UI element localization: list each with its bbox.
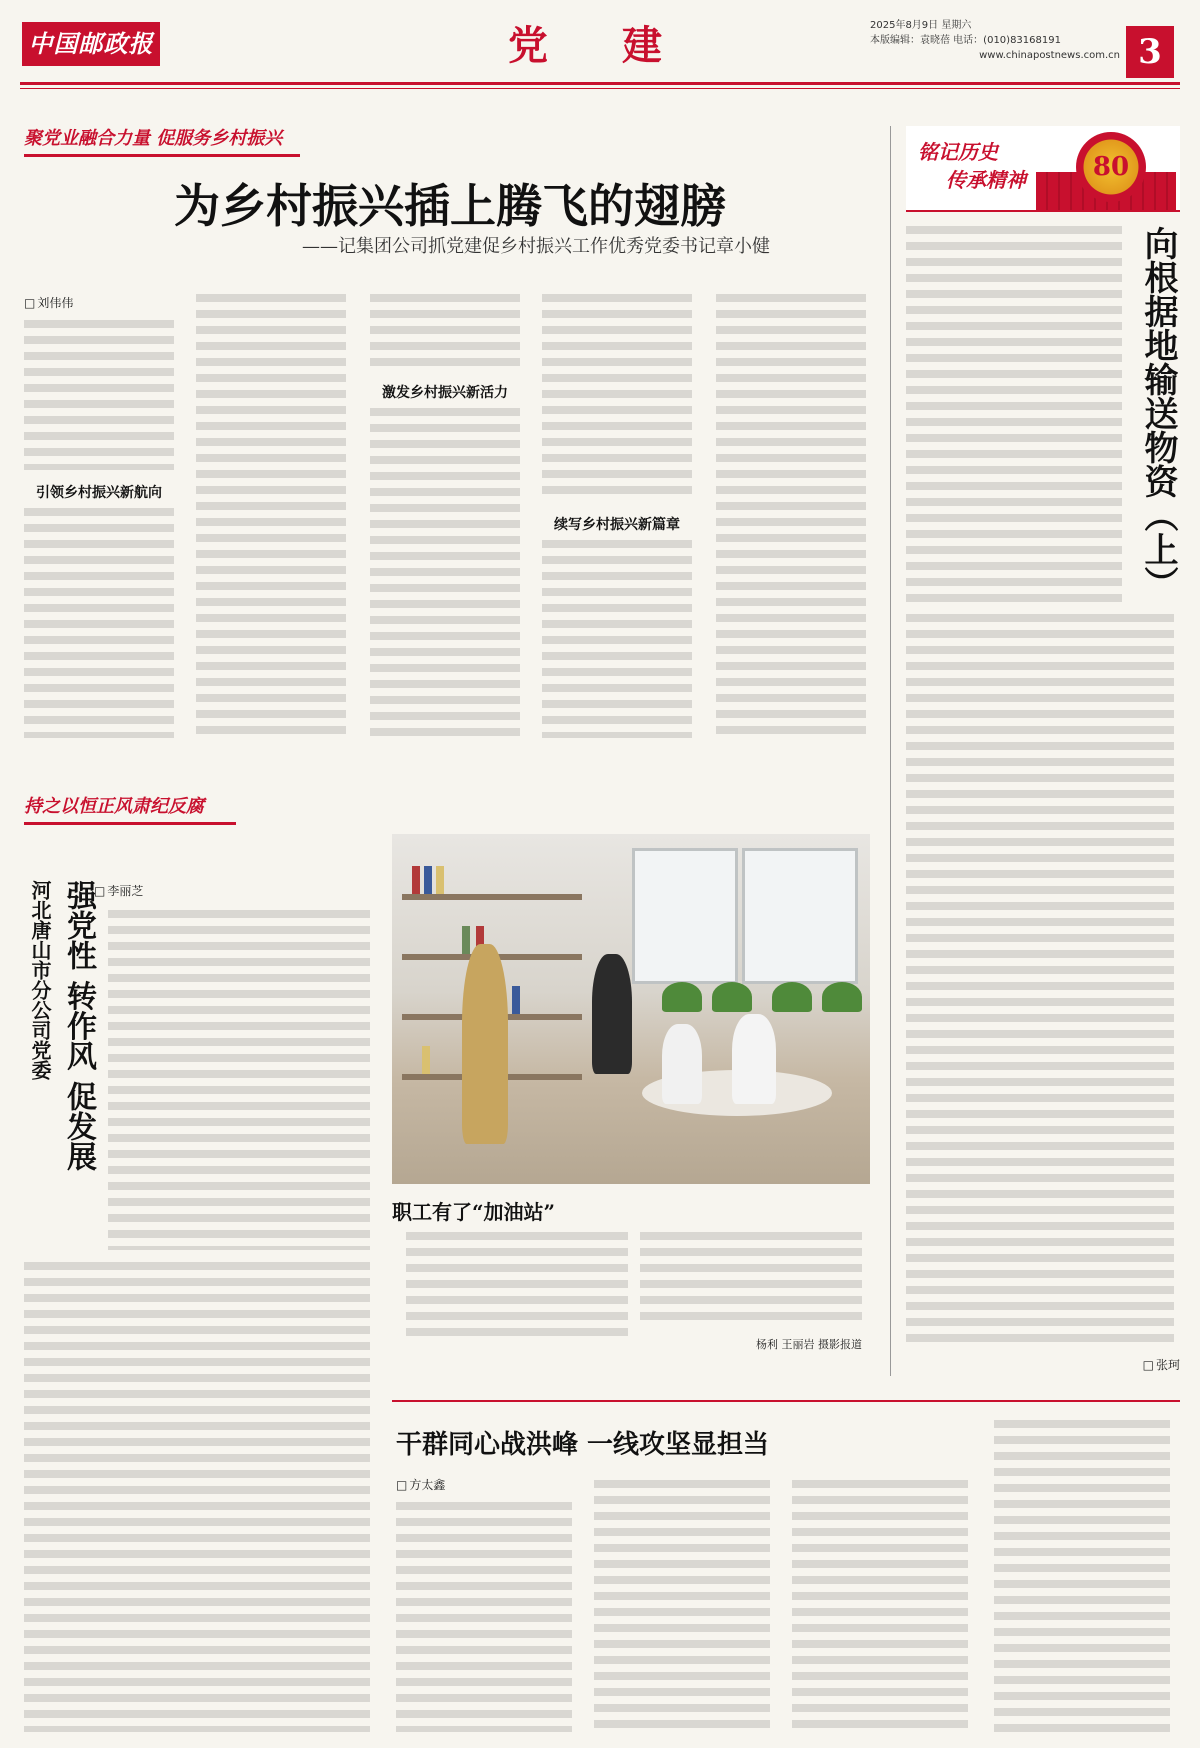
photo-feature-credit: 杨利 王丽岩 摄影报道 (756, 1338, 862, 1351)
masthead-rule (20, 82, 1180, 85)
history-banner (906, 126, 1180, 212)
website-link[interactable]: www.chinapostnews.com.cn (979, 50, 1120, 61)
flood-body-col1 (396, 1502, 572, 1732)
date-line: 2025年8月9日 星期六 (870, 20, 972, 31)
flood-headline: 干群同心战洪峰 一线攻坚显担当 (396, 1430, 770, 1460)
masthead-rule-thin (20, 88, 1180, 89)
lead-subhead: ——记集团公司抓党建促乡村振兴工作优秀党委书记章小健 (302, 236, 770, 257)
lead-body-col3a (370, 294, 520, 372)
anniversary-emblem-icon: 80 (1076, 132, 1146, 202)
integrity-banner: 持之以恒正风肃纪反腐 (24, 792, 236, 825)
column-divider (890, 126, 891, 1376)
lead-body-col5 (716, 294, 866, 738)
history-banner-line2: 传承精神 (946, 168, 1026, 192)
history-banner-line1: 铭记历史 (918, 140, 998, 164)
photo-feature-body-right (640, 1232, 862, 1322)
lead-byline: □ 刘伟伟 (24, 294, 144, 311)
flood-body-col3 (792, 1480, 968, 1732)
lead-section-head-1: 引领乡村振兴新航向 (36, 485, 162, 501)
integrity-body-top (108, 910, 370, 1250)
flood-body-col4 (994, 1420, 1170, 1732)
lead-body-col2 (196, 294, 346, 738)
flood-body-col2 (594, 1480, 770, 1732)
integrity-kicker: 河北唐山市分公司党委 (28, 880, 52, 1080)
flood-byline: □ 方太鑫 (396, 1476, 516, 1493)
photo-feature-body-left (406, 1232, 628, 1342)
history-headline: 向根据地输送物资（上） (1138, 226, 1178, 600)
lead-body-col3b (370, 408, 520, 738)
newspaper-logo: 中国邮政报 (22, 22, 160, 66)
history-body-bottom (906, 614, 1174, 1342)
photo-feature-title: 职工有了“加油站” (392, 1200, 556, 1224)
section-title: 党 建 (508, 22, 692, 69)
flood-divider (392, 1400, 1180, 1402)
lead-banner: 聚党业融合力量 促服务乡村振兴 (24, 124, 300, 157)
lead-body-col4b (542, 540, 692, 738)
photo-feature-image (392, 834, 870, 1184)
history-byline: □ 张珂 (1120, 1356, 1180, 1373)
lead-body-col1a (24, 320, 174, 470)
integrity-byline: □ 李丽芝 (94, 882, 214, 899)
lead-headline: 为乡村振兴插上腾飞的翅膀 (174, 179, 726, 233)
page-number: 3 (1126, 26, 1174, 78)
header-info (870, 18, 1120, 63)
lead-section-head-2: 激发乡村振兴新活力 (382, 385, 508, 401)
history-body-top (906, 226, 1122, 602)
editor-line: 本版编辑：袁晓蓓 电话：(010)83168191 (870, 35, 1061, 46)
lead-section-head-3: 续写乡村振兴新篇章 (554, 517, 680, 533)
integrity-body-bottom (24, 1262, 370, 1732)
lead-body-col4a (542, 294, 692, 502)
lead-body-col1b (24, 508, 174, 738)
integrity-headline: 强党性 转作风 促发展 (61, 880, 96, 1171)
